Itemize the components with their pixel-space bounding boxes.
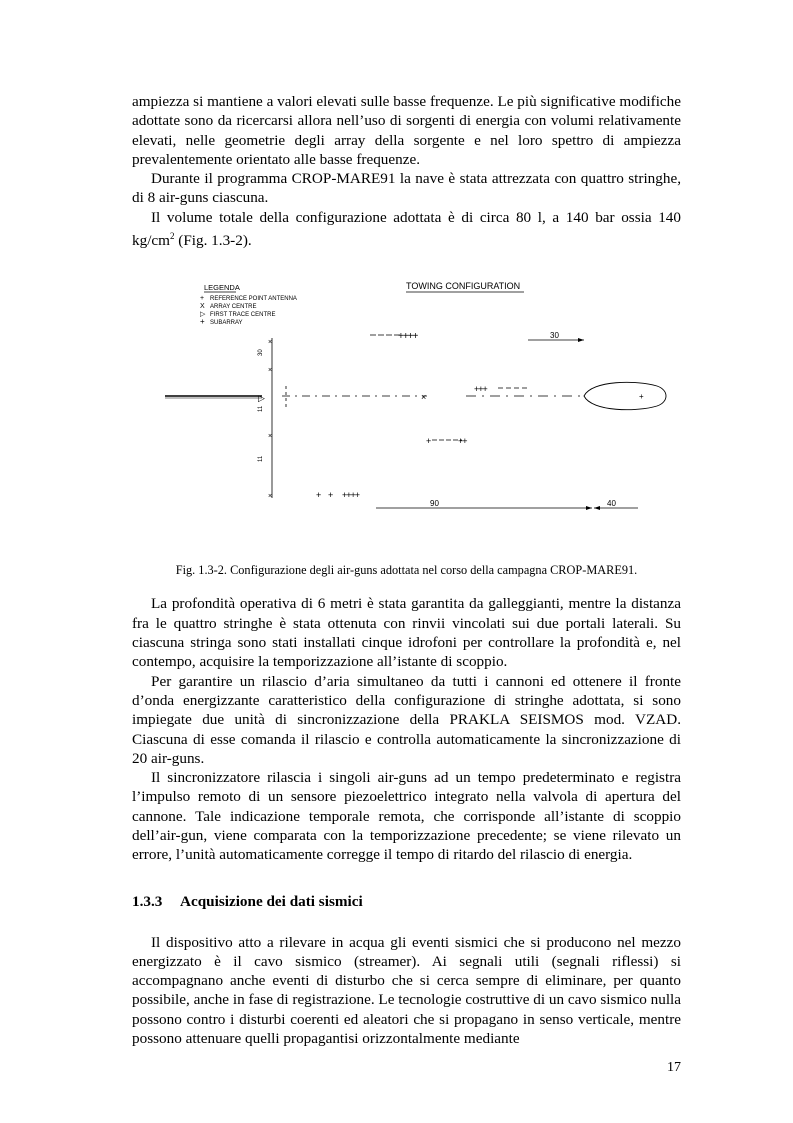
paragraph-intro-3-a: Il volume totale della configurazione adottata è di circa 80 l, a 140 bar ossia 140 kg/cm (132, 208, 681, 250)
dimension-low: 11 (258, 456, 264, 463)
dimension-right-top: 30 (550, 331, 559, 341)
ship-outline (584, 383, 666, 410)
legend-item-1: REFERENCE POINT ANTENNA (210, 296, 297, 303)
page-number: 17 (667, 1060, 681, 1075)
dimension-top: 30 (258, 349, 264, 357)
paragraph-intro-2: Durante il programma CROP-MARE91 la nave è stata attrezzata con quattro stringhe, di 8 air-guns ciascuna. (132, 170, 681, 207)
paragraph-intro-3-b: (Fig. 1.3-2). (174, 232, 252, 250)
paragraph-body-1: La profondità operativa di 6 metri è stata garantita da galleggianti, mentre la distanza fra le quattro stringhe è stata ottenuta con rinvii vincolati sui due portali laterali. Su ciascuna stringa sono stati installati cinque idrofoni per controllare la profondità e, nel contempo, acquisire la temporizzazione all’istante di scoppio. (132, 595, 681, 671)
legend-symbol-2: X (200, 303, 205, 311)
superscript: 2 (169, 231, 175, 242)
reference-point-marker: + (639, 392, 644, 402)
diagram-title: TOWING CONFIGURATION (406, 281, 521, 292)
svg-text:×: × (268, 433, 273, 441)
legend-symbol-1: + (200, 295, 205, 303)
towing-diagram (132, 268, 681, 558)
towing-configuration-figure (132, 268, 681, 558)
dimension-mid: 11 (258, 406, 264, 413)
svg-text:×: × (268, 339, 273, 347)
paragraph-section-1: Il dispositivo atto a rilevare in acqua gli eventi sismici che si producono nel mezzo energizzato è il cavo sismico (streamer). Ai segnali utili (segnali riflessi) si accompagnano anche eventi di disturbo che si cerca sempre di eliminare, per quanto possibile, anche in fase di registrazione. Le tecnologie costruttive di un cavo sismico nulla possono contro i disturbi coerenti ed aleatori che si propagano in senso verticale, mentre possono attenuare quelli propagantisi orizzontalmente mediante (132, 933, 681, 1048)
subarray-4b: ++++ (342, 490, 360, 501)
svg-text:+: + (328, 490, 333, 501)
legend-item-4: SUBARRAY (210, 320, 243, 327)
section-title: Acquisizione dei dati sismici (180, 892, 363, 910)
legend-symbol-3: ▷ (200, 311, 206, 319)
subarray-2: +++ (474, 384, 487, 395)
subarray-3: + (426, 436, 431, 447)
legend-item-2: ARRAY CENTRE (210, 304, 257, 311)
paragraph-intro-1: ampiezza si mantiene a valori elevati sulle basse frequenze. Le più significative modifiche adottate sono da ricercarsi allora nell’uso di sorgenti di energia con volumi relativamente elevati, nelle geometrie degli array della sorgente e nel loro spettro di ampiezza prevalentemente orientato alle basse frequenze. (132, 93, 681, 168)
dimension-bottom-b: 40 (607, 499, 616, 509)
paragraph-body-2: Per garantire un rilascio d’aria simultaneo da tutti i cannoni ed ottenere il fronte d’onda energizzante caratteristico della configurazione di stringhe adottata, si sono impiegate due unità di sincronizzazione della PRAKLA SEISMOS mod. VZAD. Ciascuna di esse comanda il rilascio e controlla automaticamente la sincronizzazione di 20 air-guns. (132, 672, 681, 767)
subarray-3b: ++ (458, 436, 467, 447)
dimension-bottom-a: 90 (430, 499, 439, 509)
section-heading (132, 892, 681, 911)
section-number: 1.3.3 (132, 892, 163, 910)
legend-item-3: FIRST TRACE CENTRE (210, 312, 276, 319)
svg-text:×: × (268, 493, 273, 501)
figure-caption: Fig. 1.3-2. Configurazione degli air-guns adottata nel corso della campagna CROP-MARE91. (175, 563, 638, 578)
legend-heading: LEGENDA (204, 283, 240, 293)
document-page (132, 92, 681, 1048)
svg-text:×: × (268, 367, 273, 375)
paragraph-intro-3 (132, 208, 681, 251)
subarray-4: + (316, 490, 321, 501)
subarray-1: ++++ (398, 331, 418, 343)
legend-symbol-4: + (200, 317, 205, 327)
first-trace-centre-marker: ▷ (258, 393, 265, 404)
paragraph-body-3: Il sincronizzatore rilascia i singoli air-guns ad un tempo predeterminato e registra l’impulso remoto di un sensore piezoelettrico integrato nella valvola di apertura del cannone. Tale indicazione temporale remota, che corrisponde all’istante di scoppio dell’air-gun, viene comparata con la temporizzazione precedente; se viene rilevato un errore, l’unità automaticamente corregge il tempo di ritardo del rilascio di energia. (132, 769, 681, 864)
array-centre-marker: × (421, 392, 427, 403)
